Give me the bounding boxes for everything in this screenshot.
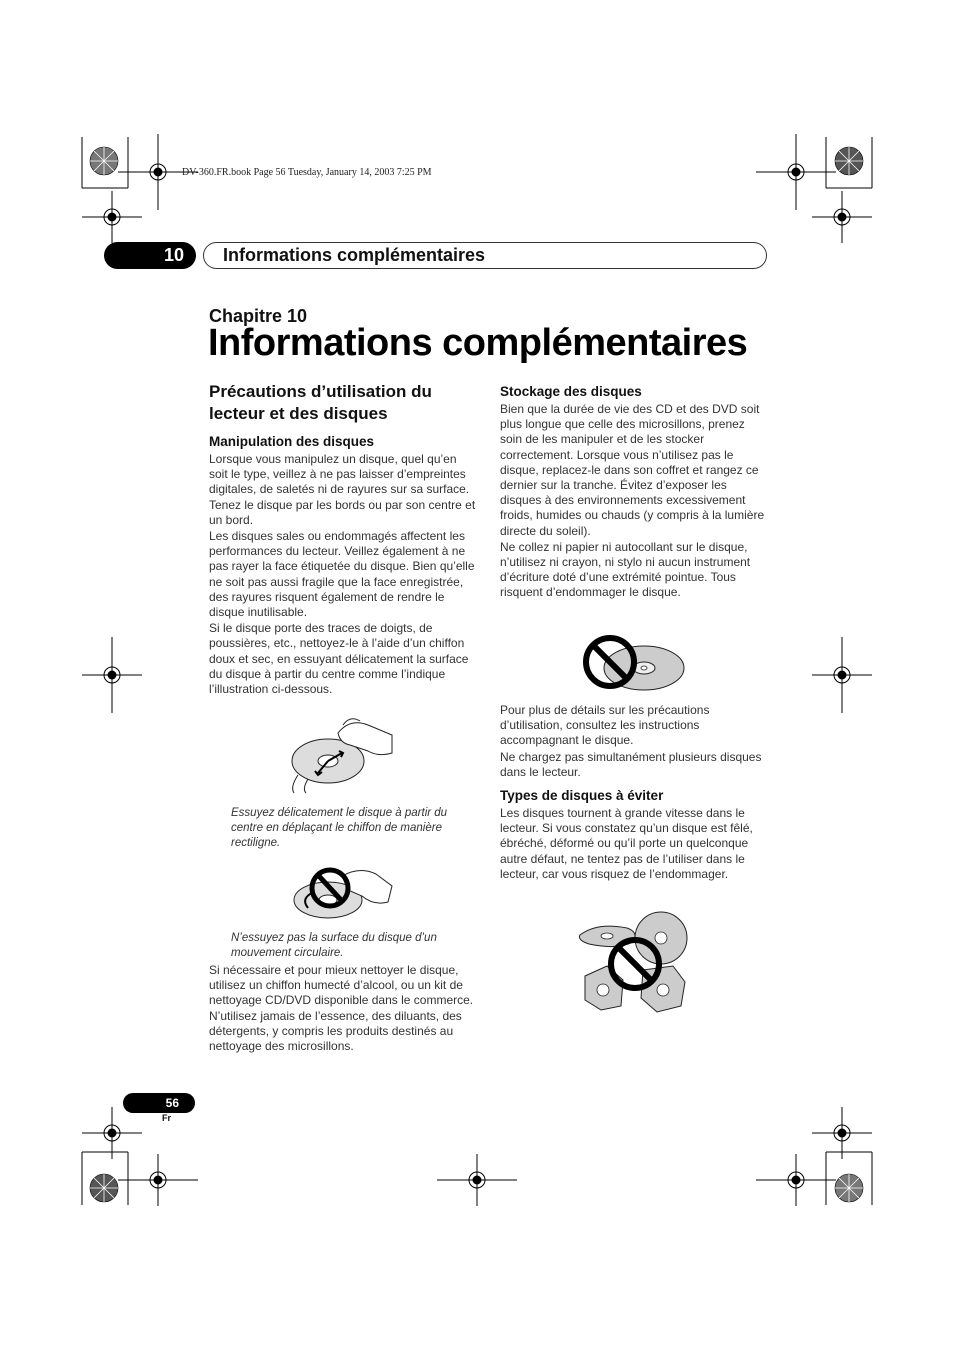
subsection-title-handling: Manipulation des disques [209, 434, 375, 449]
chapter-title: Informations complémentaires [208, 322, 748, 364]
page-number-badge: 56 [123, 1093, 195, 1113]
wipe-straight-illustration [288, 713, 398, 795]
paragraph: Les disques sales ou endommagés affectent les performances du lecteur. Veillez également à ne pas rayer la face étiquetée du disque. Bien qu’elle ne soit pas aussi fragile que la face enregistrée, des rayures risquent également de rendre le disque inutilisable. [209, 529, 475, 620]
chapter-label: Chapitre 10 [209, 306, 308, 326]
right-column-middle [500, 703, 767, 781]
no-sticker-illustration [578, 630, 688, 694]
running-header-title: Informations complémentaires [223, 245, 486, 265]
chapter-number-badge: 10 [104, 242, 196, 269]
damaged-discs-illustration [577, 910, 691, 1016]
avoid-text: Les disques tournent à grande vitesse dans le lecteur. Si vous constatez qu’un disque est fêlé, ébréché, déformé ou qu’il porte un quelconque autre défaut, ne tentez pas de l’utiliser dans le lecteur, car vous risquez de l’endommager. [500, 806, 753, 881]
handling-text [209, 452, 476, 697]
wipe-circular-forbidden-illustration [290, 862, 394, 924]
caption-wipe-straight: Essuyez délicatement le disque à partir du centre en déplaçant le chiffon de manière rectiligne. [231, 807, 448, 849]
paragraph: Ne collez ni papier ni autocollant sur le disque, n’utilisez ni crayon, ni stylo ni aucun instrument d’écriture doté d’une extrémité pointue. Tous risquent d’endommager le disque. [500, 539, 751, 600]
paragraph: Ne chargez pas simultanément plusieurs disques dans le lecteur. [500, 749, 762, 779]
paragraph: Pour plus de détails sur les précautions d’utilisation, consultez les instructions accompagnant le disque. [500, 703, 710, 748]
print-slug: DV-360.FR.book Page 56 Tuesday, January 14, 2003 7:25 PM [182, 167, 432, 178]
cleaning-paragraph: Si nécessaire et pour mieux nettoyer le disque, utilisez un chiffon humecté d’alcool, ou un kit de nettoyage CD/DVD disponible dans le commerce. N’utilisez jamais de l’essence, des diluants, des détergents, y compris les produits destinés au nettoyage des microsillons. [209, 963, 474, 1054]
paragraph: Bien que la durée de vie des CD et des DVD soit plus longue que celle des microsillons, prenez soin de les manipuler et de les stocker correctement. Lorsque vous n’utilisez pas le disque, replacez-le dans son coffret et rangez ce dernier sur la tranche. Évitez d’exposer les disques à des environnements excessivement froids, humides ou chauds (y compris à la lumière directe du soleil). [500, 402, 765, 538]
left-column [209, 381, 476, 698]
paragraph: Lorsque vous manipulez un disque, quel qu’en soit le type, veillez à ne pas laisser d’empreintes digitales, de saletés ni de rayures sur sa surface. Tenez le disque par les bords ou par son centre et un bord. [209, 452, 476, 527]
language-code: Fr [162, 1113, 171, 1123]
caption-wipe-circular: N’essuyez pas la surface du disque d’un mouvement circulaire. [231, 932, 437, 959]
paragraph: Si le disque porte des traces de doigts, de poussières, etc., nettoyez-le à l’aide d’un chiffon doux et sec, en essuyant délicatement la surface du disque à partir du centre comme l’indique l’illustration ci-dessous. [209, 621, 469, 697]
subsection-title-avoid: Types de disques à éviter [500, 788, 664, 803]
storage-text [500, 402, 767, 601]
section-title: Précautions d’utilisation du lecteur et des disques [209, 382, 432, 423]
subsection-title-storage: Stockage des disques [500, 384, 642, 399]
right-column-top [500, 383, 767, 602]
